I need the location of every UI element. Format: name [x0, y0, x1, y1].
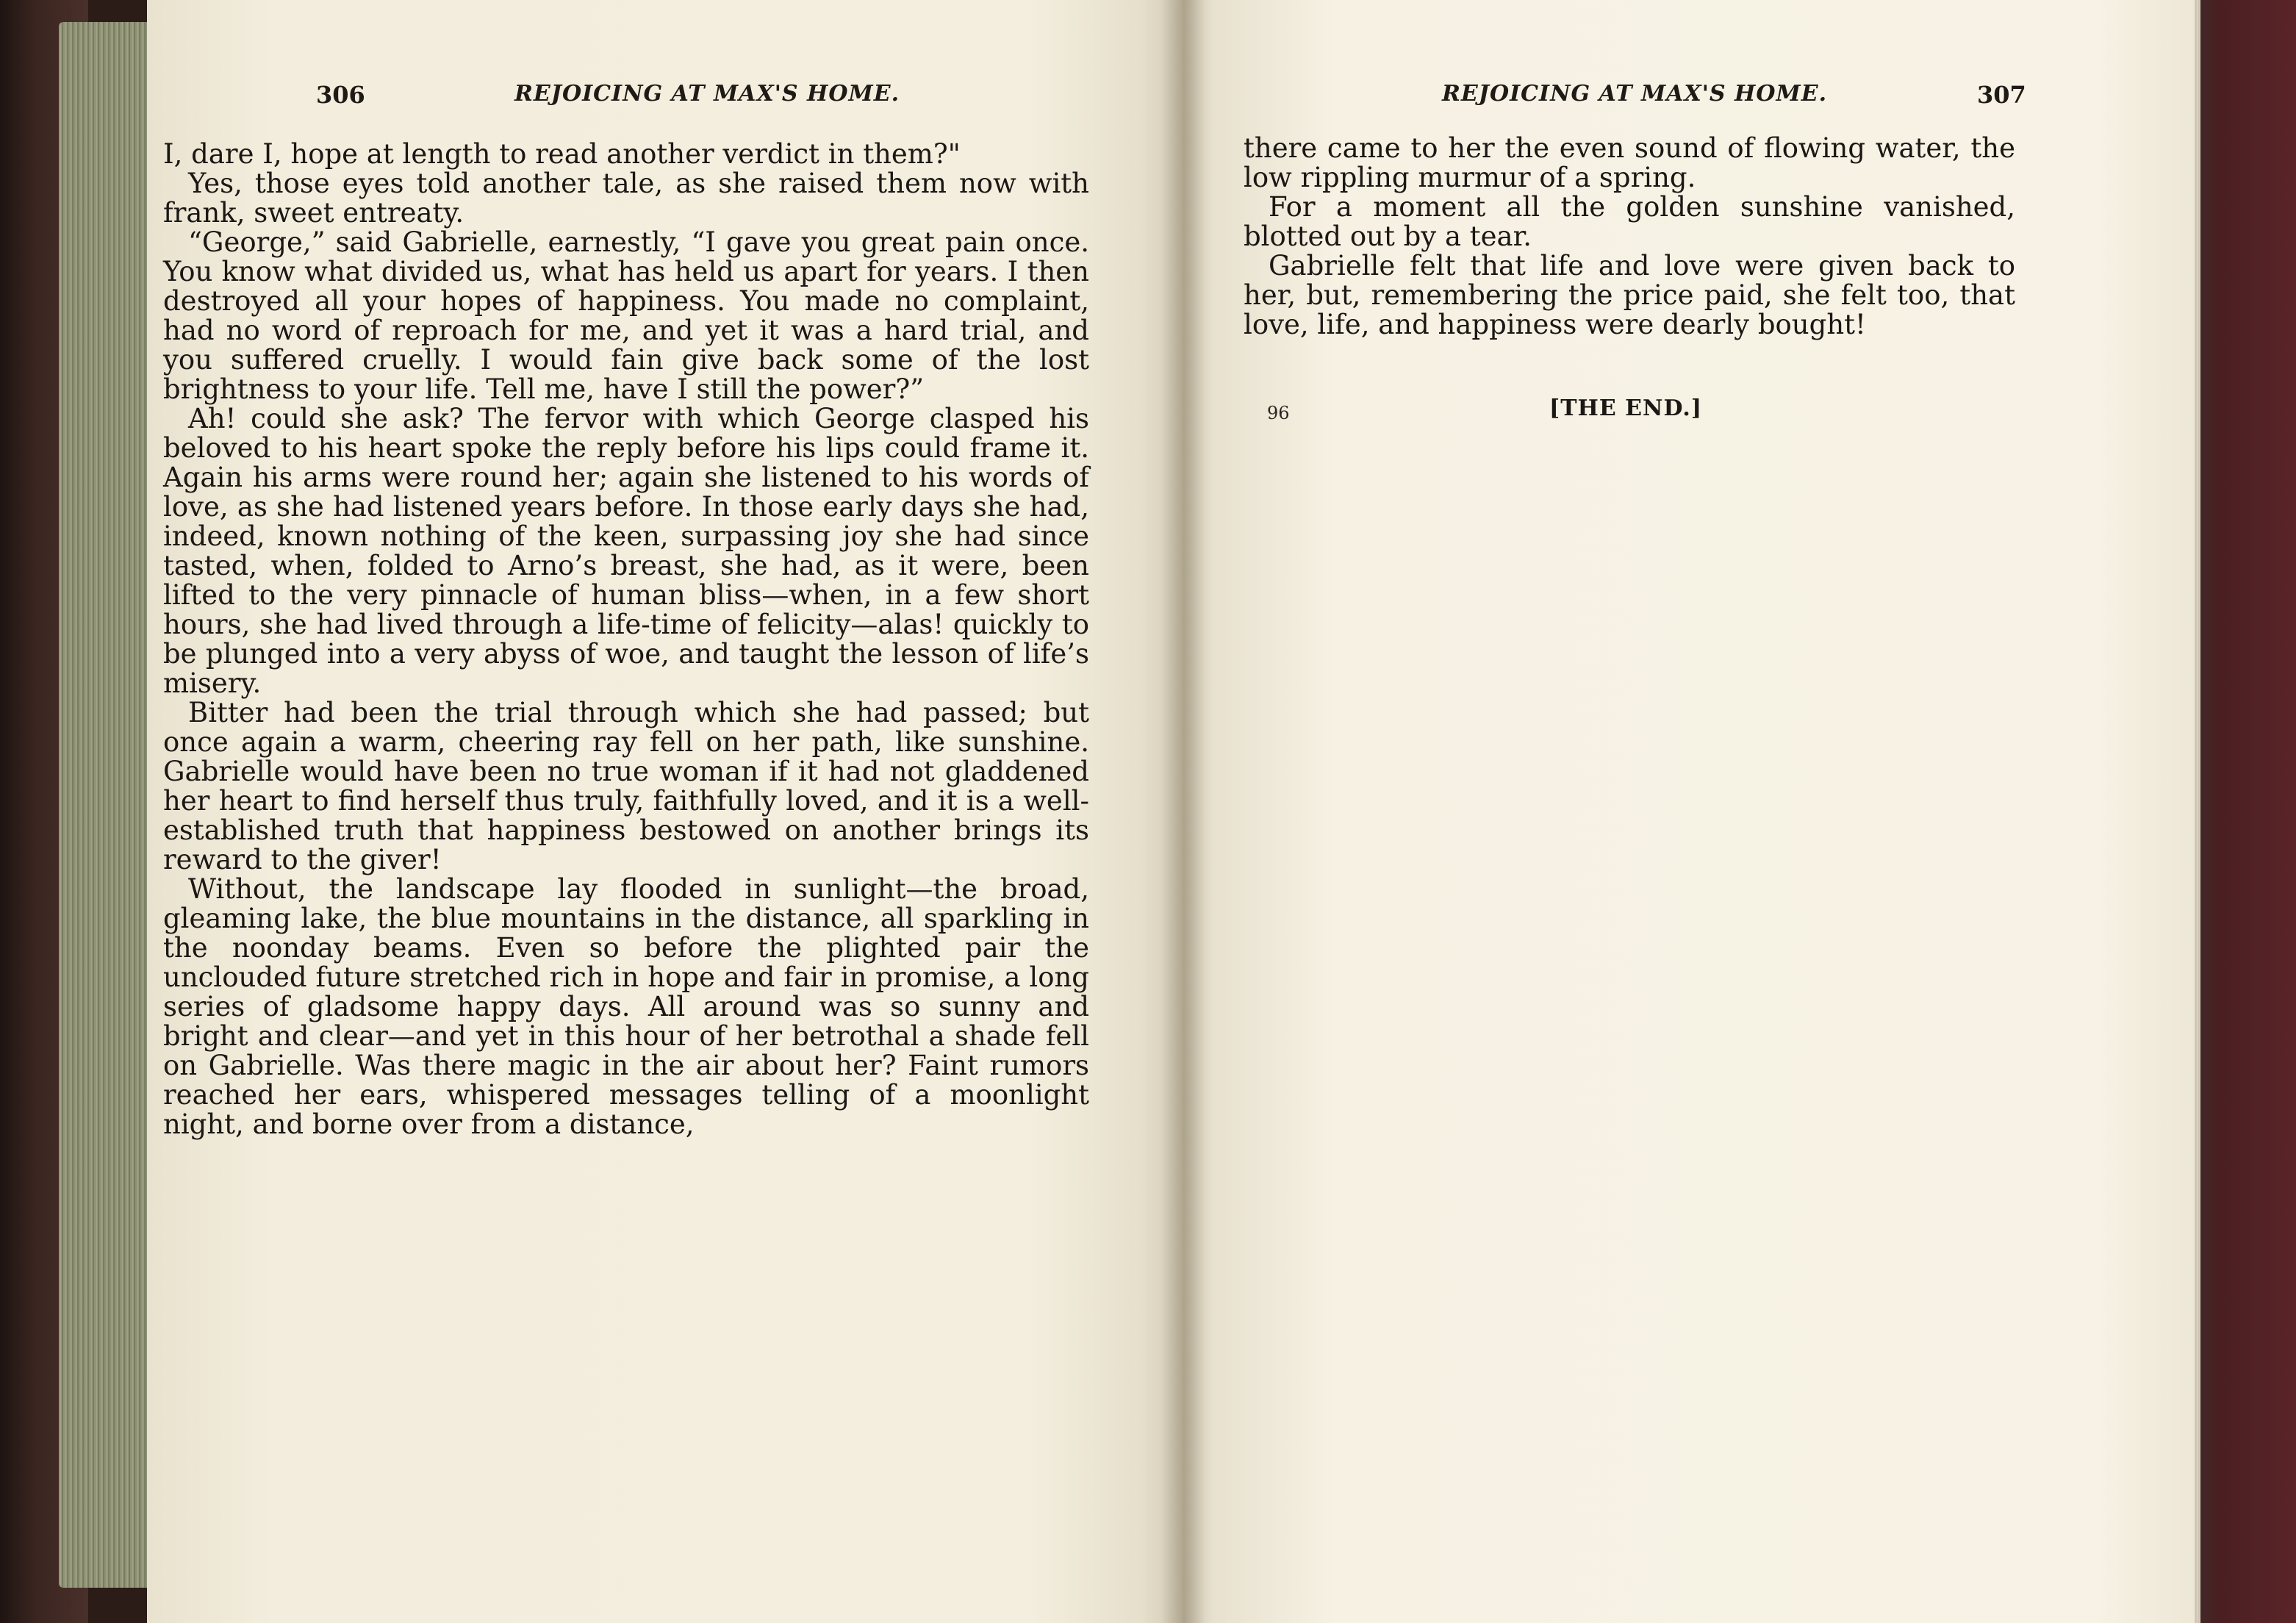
- signature-mark: 96: [1267, 403, 1290, 423]
- paragraph: For a moment all the golden sunshine vanished, blotted out by a tear.: [1244, 191, 2015, 252]
- left-page-body: [163, 140, 1089, 1139]
- paragraph: Yes, those eyes told another tale, as she raised them now with frank, sweet entreaty.: [163, 168, 1089, 229]
- left-running-head: REJOICING AT MAX'S HOME.: [514, 81, 900, 107]
- left-page-number: 306: [316, 81, 365, 109]
- paragraph: I, dare I, hope at length to read another verdict in them?": [163, 138, 961, 170]
- book-cover-right: [2186, 0, 2296, 1623]
- left-page-number-wrap: [316, 81, 365, 109]
- right-running-head: REJOICING AT MAX'S HOME.: [1442, 81, 1828, 107]
- paragraph: Without, the landscape lay flooded in sunlight—the broad, gleaming lake, the blue mountains in the distance, all sparkling in the noonday beams. Even so before the plighted pair the unclouded future stretched rich in hope and fair in promise, a long series of gladsome happy days. All around was so sunny and bright and clear—and yet in this hour of her betrothal a shade fell on Gabrielle. Was there magic in the air about her? Faint rumors reached her ears, whispered messages telling of a moonlight night, and borne over from a distance,: [163, 873, 1089, 1140]
- paragraph: Bitter had been the trial through which she had passed; but once again a warm, cheering ray fell on her path, like sunshine. Gabrielle would have been no true woman if it had not gladdened her heart to find herself thus truly, faithfully loved, and it is a well-established truth that happiness bestowed on another brings its reward to the giver!: [163, 697, 1089, 875]
- left-running-head-wrap: [514, 81, 900, 107]
- paragraph: Gabrielle felt that life and love were given back to her, but, remembering the price paid, she felt too, that love, life, and happiness were dearly bought!: [1244, 250, 2015, 340]
- paragraph: “George,” said Gabrielle, earnestly, “I gave you great pain once. You know what divided us, what has held us apart for years. I then destroyed all your hopes of happiness. You made no complaint, had no word of reproach for me, and yet it was a hard trial, and you suffered cruelly. I would fain give back some of the lost brightness to your life. Tell me, have I still the power?”: [163, 226, 1089, 405]
- the-end-label: [THE END.]: [1549, 395, 1703, 421]
- right-page-number-wrap: [1977, 81, 2026, 109]
- paragraph: Ah! could she ask? The fervor with which George clasped his beloved to his heart spoke the reply before his lips could frame it. Again his arms were round her; again she listened to his words of love, as she had listened years before. In those early days she had, indeed, known nothing of the keen, surpassing joy she had since tasted, when, folded to Arno’s breast, she had, as it were, been lifted to the very pinnacle of human bliss—when, in a few short hours, she had lived through a life-time of felicity—alas! quickly to be plunged into a very abyss of woe, and taught the lesson of life’s misery.: [163, 403, 1089, 699]
- right-page-number: 307: [1977, 81, 2026, 109]
- paragraph: there came to her the even sound of flowing water, the low rippling murmur of a spring.: [1244, 132, 2015, 193]
- right-running-head-wrap: [1442, 81, 1827, 107]
- right-page-body: [1244, 134, 2015, 340]
- book-gutter: [1161, 0, 1205, 1623]
- page-edges-left: [59, 22, 154, 1588]
